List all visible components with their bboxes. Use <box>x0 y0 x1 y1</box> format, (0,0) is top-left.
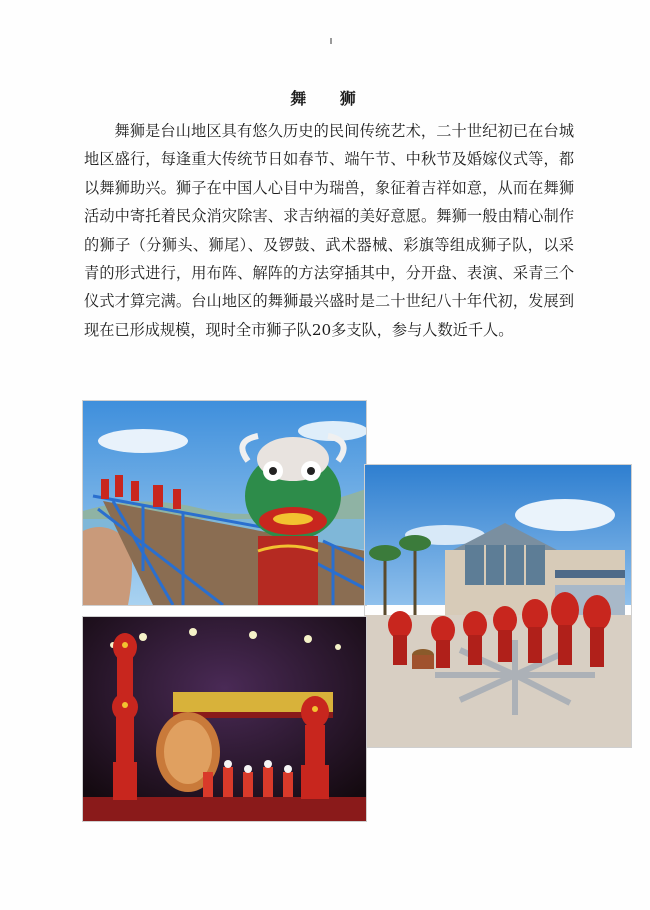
lion-dance-on-bridge-photo <box>82 400 367 606</box>
page-title: 舞 狮 <box>290 89 370 108</box>
lion-dance-stage-performance-photo <box>82 616 367 822</box>
body-paragraph: 舞狮是台山地区具有悠久历史的民间传统艺术，二十世纪初已在台城地区盛行，每逢重大传统节日如春节、端午节、中秋节及婚嫁仪式等，都以舞狮助兴。狮子在中国人心目中为瑞兽，象征着吉祥如意，从而在舞狮活动中寄托着民众消灾除害、求吉纳福的美好意愿。舞狮一般由精心制作的狮子（分狮头、狮尾）、及锣鼓、武术器械、彩旗等组成狮子队，以采青的形式进行，用布阵、解阵的方法穿插其中，分开盘、表演、采青三个仪式才算完满。台山地区的舞狮最兴盛时是二十世纪八十年代初，发展到现在已形成规模，现时全市狮子队20多支队，参与人数近千人。 <box>84 122 574 339</box>
scan-speck <box>330 38 332 44</box>
lion-dance-at-building-photo <box>364 464 632 748</box>
